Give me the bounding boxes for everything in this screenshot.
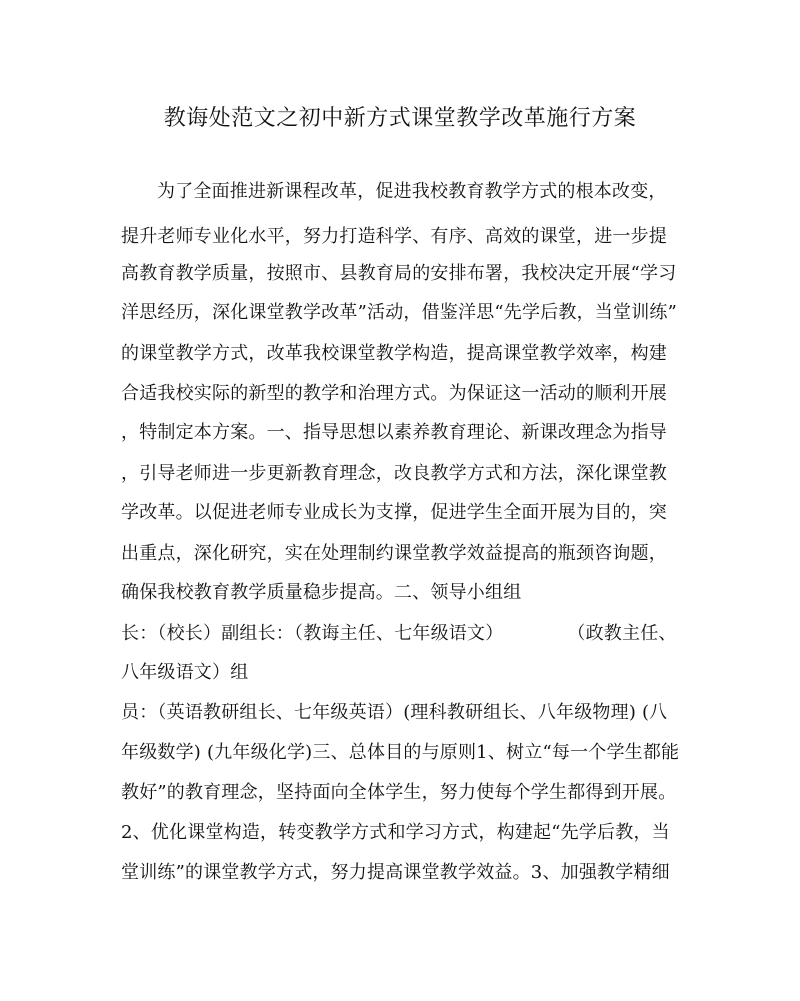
paragraph-line: 员：（英语教研组长、七年级英语）(理科教研组长、八年级物理) (八 (121, 702, 668, 723)
paragraph-line: 教好”的教育理念，坚持面向全体学生，努力使每个学生都得到开展。 (121, 782, 677, 803)
paragraph-line: 提升老师专业化水平，努力打造科学、有序、高效的课堂，进一步提 (121, 226, 667, 247)
paragraph-line: 洋思经历，深化课堂教学改革”活动，借鉴洋思“先学后教，当堂训练” (121, 302, 678, 323)
paragraph-line (121, 622, 681, 646)
paragraph-line: 合适我校实际的新型的教学和治理方式。为保证这一活动的顺利开展 (121, 383, 667, 404)
paragraph-line: 学改革。以促进老师专业成长为支撑，促进学生全面开展为目的，突 (121, 502, 667, 523)
leader-line-left: 长：（校长）副组长：（教诲主任、七年级语文） (121, 623, 504, 644)
leader-line-right: （政教主任、 (567, 623, 677, 644)
paragraph-line: 为了全面推进新课程改革，促进我校教育教学方式的根本改变， (157, 181, 667, 202)
paragraph-line: 高教育教学质量，按照市、县教育局的安排布署，我校决定开展“学习 (121, 263, 677, 284)
paragraph-line: 的课堂教学方式，改革我校课堂教学构造，提高课堂教学效率，构建 (121, 343, 667, 364)
paragraph-line: ，特制定本方案。一、指导思想以素养教育理论、新课改理念为指导 (121, 422, 667, 443)
paragraph-line: 八年级语文）组 (121, 662, 249, 683)
paragraph-line: 出重点，深化研究，实在处理制约课堂教学效益提高的瓶颈咨询题， (121, 543, 667, 564)
paragraph-line: 堂训练”的课堂教学方式，努力提高课堂教学效益。3、加强教学精细 (121, 862, 670, 883)
paragraph-line: 2、优化课堂构造，转变教学方式和学习方式，构建起“先学后教，当 (121, 822, 670, 843)
document-title: 教诲处范文之初中新方式课堂教学改革施行方案 (163, 106, 637, 131)
paragraph-line: ，引导老师进一步更新教育理念，改良教学方式和方法，深化课堂教 (121, 463, 667, 484)
paragraph-line: 年级数学) (九年级化学)三、总体目的与原则1、树立“每一个学生都能 (121, 742, 680, 763)
paragraph-line: 确保我校教育教学质量稳步提高。二、领导小组组 (121, 582, 522, 603)
